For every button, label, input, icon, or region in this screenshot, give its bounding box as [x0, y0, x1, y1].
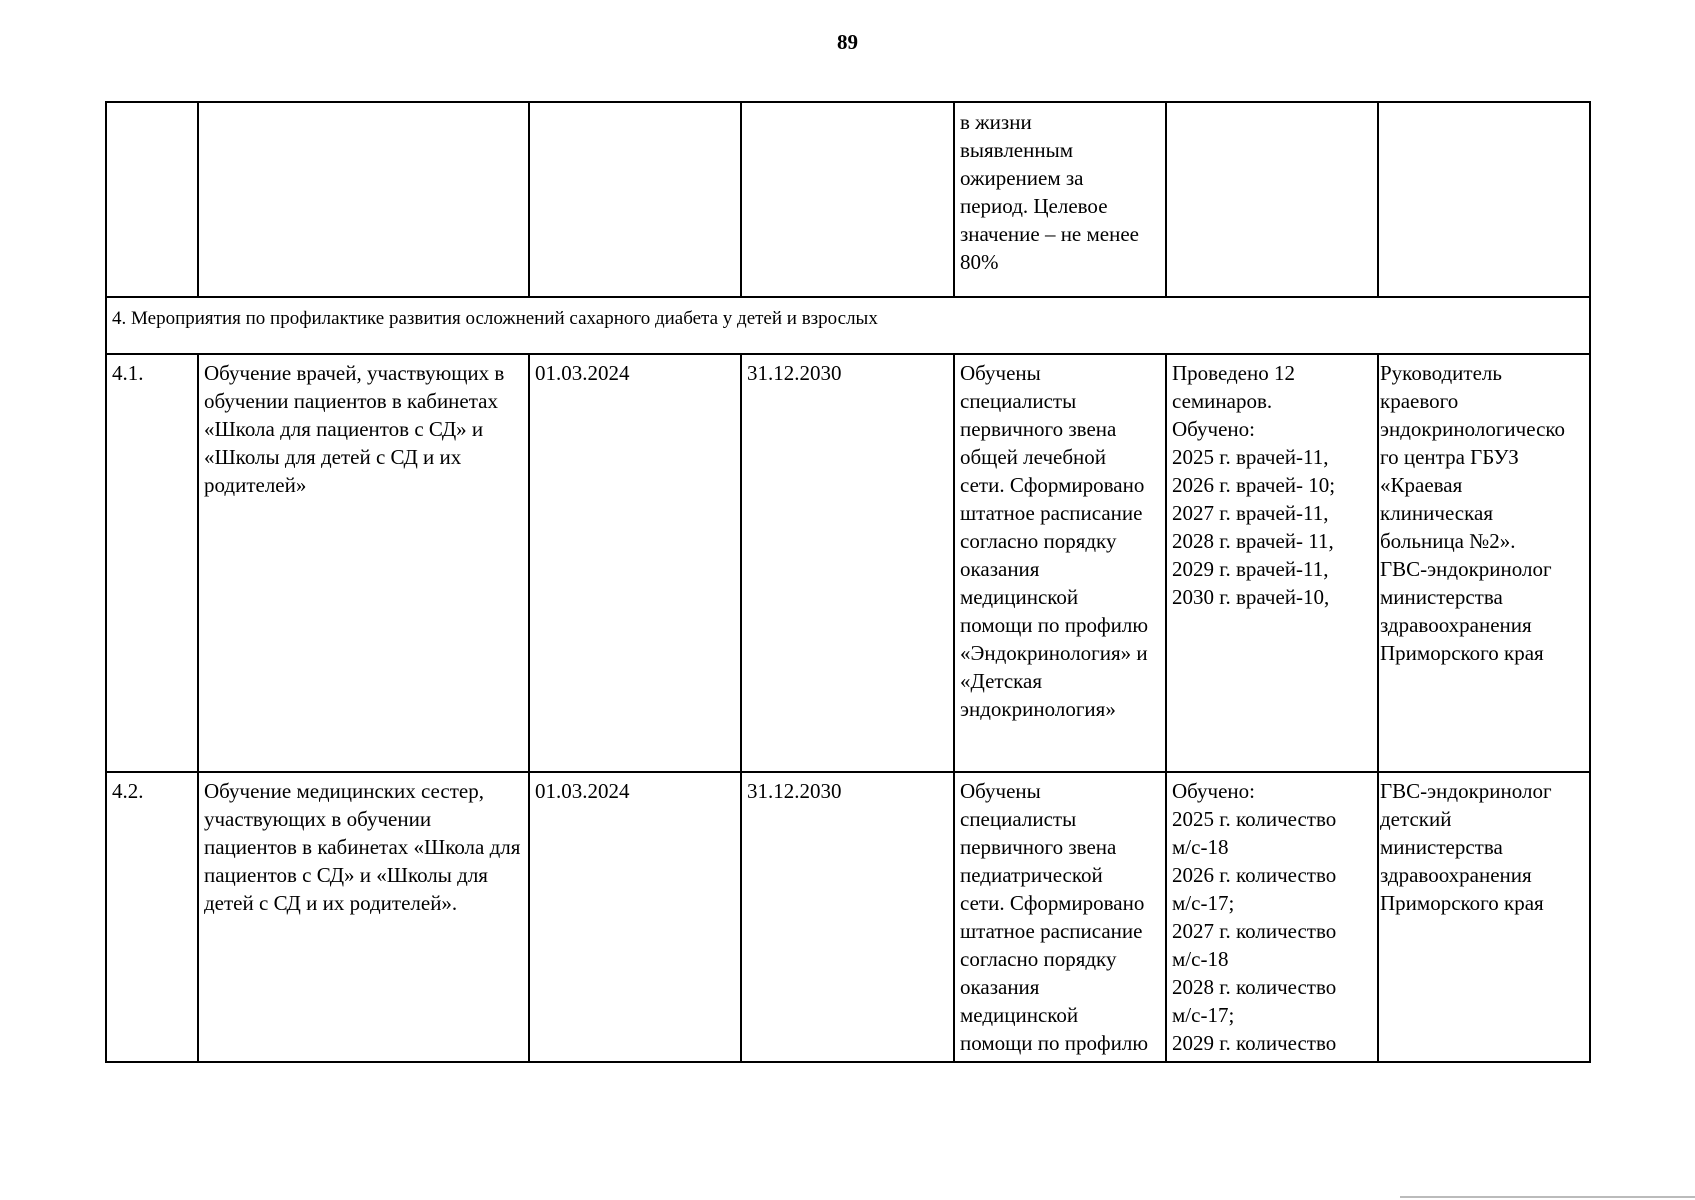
indicator-line: Проведено 12	[1172, 361, 1295, 385]
indicator-line: 2028 г. врачей- 11,	[1172, 529, 1334, 553]
indicator-line: 2029 г. врачей-11,	[1172, 557, 1329, 581]
indicator-line: 2030 г. врачей-10,	[1172, 585, 1330, 609]
indicator-line: 2027 г. врачей-11,	[1172, 501, 1329, 525]
responsible-line: больница №2».	[1380, 529, 1516, 553]
result-line: согласно порядку	[960, 947, 1117, 971]
row-end-date: 31.12.2030	[741, 354, 954, 772]
indicator-line: м/с-18	[1172, 947, 1229, 971]
row-responsible	[1378, 772, 1590, 1062]
indicator-line: 2026 г. врачей- 10;	[1172, 473, 1336, 497]
indicator-line: м/с-17;	[1172, 1003, 1235, 1027]
indicator-line: Обучено:	[1172, 779, 1256, 803]
table-row	[106, 354, 1590, 772]
result-line: согласно порядку	[960, 529, 1117, 553]
cell-end-date	[741, 102, 954, 297]
row-indicator	[1166, 772, 1378, 1062]
result-line: Обучены	[960, 779, 1041, 803]
responsible-line: Руководитель	[1380, 361, 1502, 385]
table-row	[106, 772, 1590, 1062]
indicator-line: период. Целевое	[960, 194, 1108, 218]
cell-task	[198, 102, 529, 297]
result-line: штатное расписание	[960, 501, 1143, 525]
row-result	[954, 354, 1166, 772]
result-line: медицинской	[960, 585, 1079, 609]
result-line: первичного звена	[960, 417, 1117, 441]
result-line: помощи по профилю	[960, 1031, 1149, 1055]
result-line: помощи по профилю	[960, 613, 1149, 637]
page-number: 89	[837, 30, 858, 54]
indicator-line: 2028 г. количество	[1172, 975, 1337, 999]
responsible-line: клиническая	[1380, 501, 1493, 525]
responsible-line: здравоохранения	[1380, 613, 1532, 637]
responsible-line: министерства	[1380, 835, 1503, 859]
result-line: общей лечебной	[960, 445, 1106, 469]
indicator-line: 2025 г. количество	[1172, 807, 1337, 831]
row-indicator	[1166, 354, 1378, 772]
indicator-line: Обучено:	[1172, 417, 1256, 441]
indicator-line: семинаров.	[1172, 389, 1273, 413]
responsible-line: ГВС-эндокринолог	[1380, 779, 1552, 803]
responsible-line: «Краевая	[1380, 473, 1463, 497]
indicator-line: 2029 г. количество	[1172, 1031, 1337, 1055]
row-number: 4.1.	[106, 354, 198, 772]
cell-start-date	[529, 102, 741, 297]
cell-responsible	[1378, 102, 1590, 297]
responsible-line: здравоохранения	[1380, 863, 1532, 887]
result-line: эндокринология»	[960, 697, 1116, 721]
row-result	[954, 772, 1166, 1062]
task-text: Обучение медицинских сестер, участвующих в обучении пациентов в кабинетах «Школа для пациентов с СД» и «Школы для детей с СД и их родителей».	[204, 779, 521, 915]
scan-edge-line	[1400, 1196, 1695, 1198]
indicator-line: в жизни	[960, 110, 1032, 134]
row-end-date: 31.12.2030	[741, 772, 954, 1062]
task-text: Обучение врачей, участвующих в обучении пациентов в кабинетах «Школа для пациентов с СД» и «Школы для детей с СД и их родителей»	[204, 361, 505, 497]
result-line: педиатрической	[960, 863, 1103, 887]
result-line: медицинской	[960, 1003, 1079, 1027]
cell-value	[1166, 102, 1378, 297]
responsible-line: Приморского края	[1380, 891, 1544, 915]
section-heading: 4. Мероприятия по профилактике развития осложнений сахарного диабета у детей и взрослых	[106, 297, 1590, 354]
row-task	[198, 772, 529, 1062]
indicator-line: м/с-17;	[1172, 891, 1235, 915]
responsible-line: Приморского края	[1380, 641, 1544, 665]
result-line: специалисты	[960, 807, 1077, 831]
table-row-continuation	[106, 102, 1590, 297]
row-task	[198, 354, 529, 772]
responsible-line: го центра ГБУЗ	[1380, 445, 1519, 469]
result-line: «Детская	[960, 669, 1043, 693]
indicator-line: 2025 г. врачей-11,	[1172, 445, 1329, 469]
result-line: сети. Сформировано	[960, 473, 1145, 497]
indicator-line: 80%	[960, 250, 999, 274]
result-line: Обучены	[960, 361, 1041, 385]
activities-table	[105, 101, 1591, 1063]
result-line: оказания	[960, 557, 1040, 581]
result-line: оказания	[960, 975, 1040, 999]
row-responsible	[1378, 354, 1590, 772]
responsible-line: эндокринологическо	[1380, 417, 1566, 441]
row-number: 4.2.	[106, 772, 198, 1062]
result-line: штатное расписание	[960, 919, 1143, 943]
indicator-line: м/с-18	[1172, 835, 1229, 859]
responsible-line: краевого	[1380, 389, 1459, 413]
indicator-line: ожирением за	[960, 166, 1084, 190]
result-line: специалисты	[960, 389, 1077, 413]
responsible-line: министерства	[1380, 585, 1503, 609]
indicator-line: значение – не менее	[960, 222, 1139, 246]
indicator-line: 2026 г. количество	[1172, 863, 1337, 887]
responsible-line: детский	[1380, 807, 1452, 831]
result-line: первичного звена	[960, 835, 1117, 859]
row-start-date: 01.03.2024	[529, 772, 741, 1062]
cell-number	[106, 102, 198, 297]
indicator-line: 2027 г. количество	[1172, 919, 1337, 943]
row-start-date: 01.03.2024	[529, 354, 741, 772]
responsible-line: ГВС-эндокринолог	[1380, 557, 1552, 581]
result-line: «Эндокринология» и	[960, 641, 1148, 665]
indicator-line: выявленным	[960, 138, 1073, 162]
result-line: сети. Сформировано	[960, 891, 1145, 915]
cell-indicator	[954, 102, 1166, 297]
table-row-section	[106, 297, 1590, 354]
